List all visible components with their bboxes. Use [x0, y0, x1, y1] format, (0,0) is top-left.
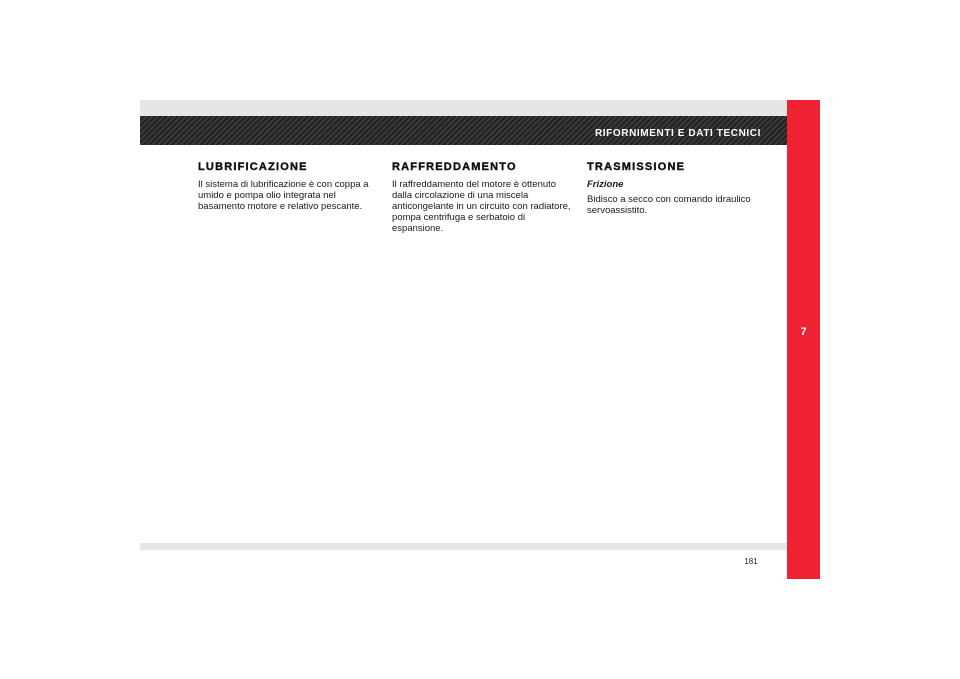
section-body: Bidisco a secco con comando idraulico servoassistito. [587, 194, 751, 216]
section-trasmissione [587, 161, 767, 216]
section-title: RIFORNIMENTI E DATI TECNICI [594, 128, 761, 139]
section-heading: LUBRIFICAZIONE [198, 161, 308, 173]
section-body: Il raffreddamento del motore è ottenuto dalla circolazione di una miscela anticongelante in un circuito con radiatore, pompa centrifuga e serbatoio di espansione. [392, 179, 571, 234]
section-body: Il sistema di lubrificazione è con coppa a umido e pompa olio integrata nel basamento motore e relativo pescante. [198, 179, 369, 212]
section-heading: TRASMISSIONE [587, 161, 686, 173]
header-bar [140, 116, 787, 145]
chapter-tab [787, 100, 820, 579]
top-band [140, 100, 787, 116]
section-lubrificazione [198, 161, 378, 212]
page-number: 181 [744, 557, 758, 566]
section-raffreddamento [392, 161, 572, 234]
bottom-band [140, 543, 787, 550]
chapter-number: 7 [800, 326, 807, 338]
section-subheading: Frizione [587, 179, 624, 190]
section-heading: RAFFREDDAMENTO [392, 161, 517, 173]
